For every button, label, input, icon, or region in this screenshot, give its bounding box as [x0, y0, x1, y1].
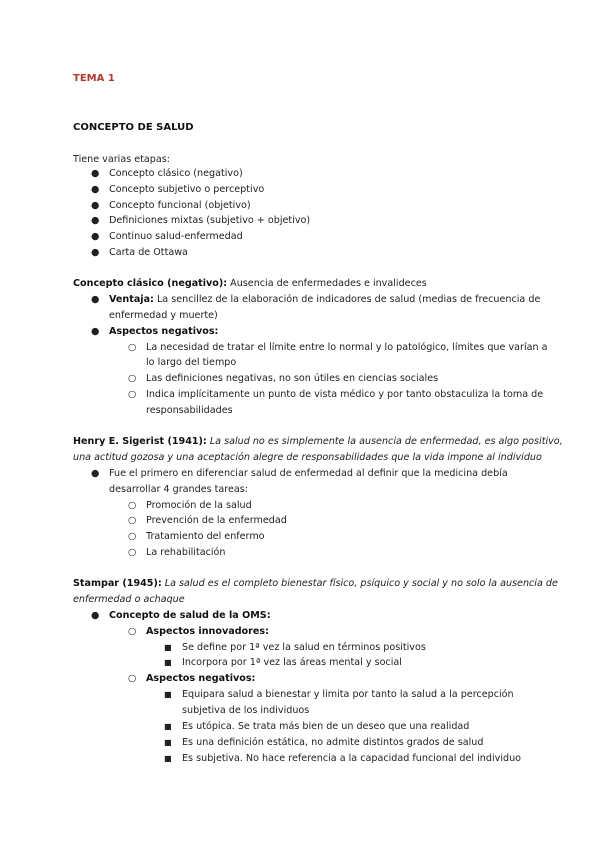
- list-item: Las definiciones negativas, no son útiles en ciencias sociales: [146, 373, 439, 384]
- sigerist-quote: La salud no es simplemente la ausencia de enfermedad, es algo positivo,: [206, 436, 563, 447]
- list-item: Indica implícitamente un punto de vista médico y por tanto obstaculiza la toma de: [146, 389, 544, 400]
- list-item: Promoción de la salud: [146, 500, 252, 511]
- sigerist-paragraph: [73, 434, 563, 450]
- innov-label: Aspectos innovadores:: [146, 626, 269, 637]
- negativos-label: Aspectos negativos:: [109, 326, 219, 337]
- disc-bullet-icon: ●: [91, 294, 100, 305]
- page-heading: TEMA 1: [73, 73, 115, 84]
- square-bullet-icon: ■: [164, 643, 172, 652]
- disc-bullet-icon: ●: [91, 468, 100, 479]
- list-item: La necesidad de tratar el límite entre lo normal y lo patológico, límites que varían a: [146, 342, 548, 353]
- list-item: Tratamiento del enfermo: [146, 531, 265, 542]
- circle-bullet-icon: ○: [128, 673, 137, 684]
- list-item: Continuo salud-enfermedad: [109, 231, 243, 242]
- list-item-cont: responsabilidades: [146, 405, 233, 416]
- disc-bullet-icon: ●: [91, 168, 100, 179]
- intro-text: Tiene varias etapas:: [73, 154, 171, 165]
- circle-bullet-icon: ○: [128, 515, 137, 526]
- oms-neg-label: Aspectos negativos:: [146, 673, 256, 684]
- list-item: Es subjetiva. No hace referencia a la capacidad funcional del individuo: [182, 753, 522, 764]
- ventaja-line: [109, 292, 540, 308]
- square-bullet-icon: ■: [164, 722, 172, 731]
- stampar-label: Stampar (1945):: [73, 578, 162, 589]
- disc-bullet-icon: ●: [91, 247, 100, 258]
- disc-bullet-icon: ●: [91, 326, 100, 337]
- list-item-cont: desarrollar 4 grandes tareas:: [109, 484, 249, 495]
- clasico-label: Concepto clásico (negativo):: [73, 278, 228, 289]
- list-item: Es utópica. Se trata más bien de un deseo que una realidad: [182, 721, 470, 732]
- square-bullet-icon: ■: [164, 658, 172, 667]
- oms-label: Concepto de salud de la OMS:: [109, 610, 271, 621]
- circle-bullet-icon: ○: [128, 547, 137, 558]
- list-item: Se define por 1ª vez la salud en términos positivos: [182, 642, 426, 653]
- circle-bullet-icon: ○: [128, 626, 137, 637]
- clasico-paragraph: [73, 276, 427, 292]
- square-bullet-icon: ■: [164, 754, 172, 763]
- disc-bullet-icon: ●: [91, 231, 100, 242]
- circle-bullet-icon: ○: [128, 373, 137, 384]
- list-item: Equipara salud a bienestar y limita por tanto la salud a la percepción: [182, 689, 514, 700]
- list-item: Concepto clásico (negativo): [109, 168, 243, 179]
- sigerist-label: Henry E. Sigerist (1941):: [73, 436, 207, 447]
- list-item: Fue el primero en diferenciar salud de enfermedad al definir que la medicina debía: [109, 468, 508, 479]
- ventaja-label: Ventaja:: [109, 294, 154, 305]
- circle-bullet-icon: ○: [128, 531, 137, 542]
- list-item: La rehabilitación: [146, 547, 226, 558]
- circle-bullet-icon: ○: [128, 500, 137, 511]
- square-bullet-icon: ■: [164, 690, 172, 699]
- circle-bullet-icon: ○: [128, 389, 137, 400]
- list-item: Definiciones mixtas (subjetivo + objetivo): [109, 215, 311, 226]
- list-item: Carta de Ottawa: [109, 247, 188, 258]
- disc-bullet-icon: ●: [91, 610, 100, 621]
- list-item: Concepto subjetivo o perceptivo: [109, 184, 265, 195]
- stampar-quote-2: enfermedad o achaque: [73, 594, 185, 605]
- ventaja-line-2: enfermedad y muerte): [109, 310, 218, 321]
- list-item-cont: lo largo del tiempo: [146, 357, 237, 368]
- list-item: Prevención de la enfermedad: [146, 515, 287, 526]
- list-item: Incorpora por 1ª vez las áreas mental y social: [182, 657, 402, 668]
- sigerist-quote-2: una actitud gozosa y una aceptación alegre de responsabilidades que la vida impone al individuo: [73, 452, 542, 463]
- disc-bullet-icon: ●: [91, 200, 100, 211]
- section-title: CONCEPTO DE SALUD: [73, 122, 194, 133]
- list-item-cont: subjetiva de los individuos: [182, 705, 310, 716]
- circle-bullet-icon: ○: [128, 342, 137, 353]
- list-item: Concepto funcional (objetivo): [109, 200, 251, 211]
- stampar-quote: La salud es el completo bienestar físico, psíquico y social y no solo la ausencia de: [161, 578, 558, 589]
- disc-bullet-icon: ●: [91, 184, 100, 195]
- ventaja-text: La sencillez de la elaboración de indicadores de salud (medias de frecuencia de: [153, 294, 541, 305]
- stampar-paragraph: [73, 576, 558, 592]
- clasico-text: Ausencia de enfermedades e invalideces: [227, 278, 427, 289]
- disc-bullet-icon: ●: [91, 215, 100, 226]
- list-item: Es una definición estática, no admite distintos grados de salud: [182, 737, 484, 748]
- square-bullet-icon: ■: [164, 738, 172, 747]
